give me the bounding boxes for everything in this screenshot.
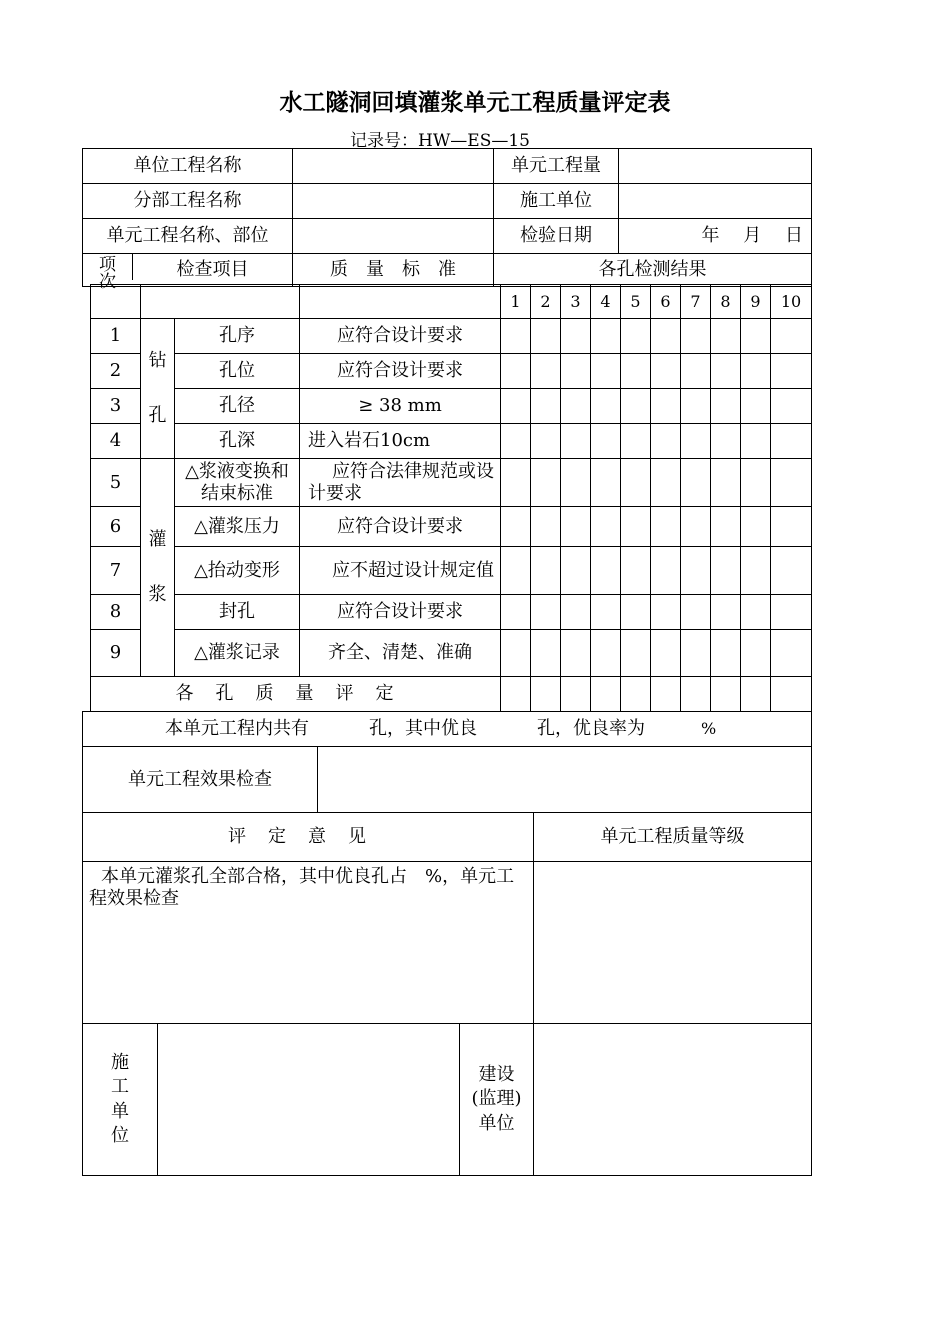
hole-number: 3 [561, 285, 591, 319]
hole-number: 6 [651, 285, 681, 319]
row-number: 1 [91, 319, 141, 354]
check-item: 孔序 [175, 319, 300, 354]
quality-standard: 应符合设计要求 [300, 595, 501, 630]
inspection-table [90, 284, 812, 712]
unit-element-name-label: 单元工程名称、部位 [83, 219, 293, 254]
hole-number: 9 [741, 285, 771, 319]
quality-standard: 应符合设计要求 [300, 507, 501, 547]
hole-number: 8 [711, 285, 741, 319]
hole-quality-row [91, 677, 812, 712]
record-number: 记录号：HW—ES—15 [350, 131, 530, 151]
construction-unit-label: 施工单位 [494, 184, 619, 219]
unit-project-name-value[interactable] [293, 149, 494, 184]
hole-number: 5 [621, 285, 651, 319]
table-row [91, 595, 812, 630]
hole-number: 10 [771, 285, 812, 319]
table-row [91, 507, 812, 547]
check-item: △抬动变形 [175, 547, 300, 595]
column-headers [83, 254, 293, 292]
row-number: 3 [91, 389, 141, 424]
effect-check-label: 单元工程效果检查 [83, 747, 318, 813]
quality-standard: 应符合设计要求 [300, 354, 501, 389]
table-row [91, 319, 812, 354]
supervision-unit-label: 建设 (监理) 单位 [460, 1024, 534, 1176]
quality-standard: 应符合设计要求 [300, 319, 501, 354]
table-row [91, 630, 812, 677]
table-row [91, 424, 812, 459]
check-item: △灌浆压力 [175, 507, 300, 547]
opinion-text[interactable]: 本单元灌浆孔全部合格，其中优良孔占 %，单元工程效果检查 [83, 862, 534, 1024]
check-item: 封孔 [175, 595, 300, 630]
construction-unit-value[interactable] [619, 184, 812, 219]
unit-element-qty-value[interactable] [619, 149, 812, 184]
hole-number: 2 [531, 285, 561, 319]
inspection-date-label: 检验日期 [494, 219, 619, 254]
col-results-label: 各孔检测结果 [494, 254, 812, 287]
opinion-label: 评定意见 [83, 813, 534, 862]
check-item: △灌浆记录 [175, 630, 300, 677]
col-check-item-label: 检查项目 [176, 259, 249, 280]
row-number: 7 [91, 547, 141, 595]
group-drilling: 钻 孔 [141, 319, 175, 459]
supervision-unit-signature[interactable] [534, 1024, 812, 1176]
table-row [91, 459, 812, 507]
table-row [91, 354, 812, 389]
grade-label: 单元工程质量等级 [534, 813, 812, 862]
table-row [91, 389, 812, 424]
row-number: 8 [91, 595, 141, 630]
quality-standard: 应不超过设计规定值 [300, 547, 501, 595]
row-number: 4 [91, 424, 141, 459]
header-table [82, 148, 812, 292]
summary-line: 本单元工程内共有 孔，其中优良 孔，优良率为 % [83, 712, 812, 747]
evaluation-table [82, 711, 812, 1176]
row-number: 5 [91, 459, 141, 507]
quality-standard: ≥ 38 mm [300, 389, 501, 424]
effect-check-value[interactable] [318, 747, 812, 813]
unit-element-name-value[interactable] [293, 219, 494, 254]
inspection-date-value[interactable]: 年 月 日 [619, 219, 812, 254]
construction-unit-signature[interactable] [158, 1024, 460, 1176]
page-title: 水工隧洞回填灌浆单元工程质量评定表 [279, 90, 671, 116]
division-project-name-label: 分部工程名称 [83, 184, 293, 219]
quality-standard: 齐全、清楚、准确 [300, 630, 501, 677]
group-grouting: 灌 浆 [141, 459, 175, 677]
table-row [91, 547, 812, 595]
construction-unit-sign-label: 施 工 单 位 [83, 1024, 158, 1176]
row-number: 2 [91, 354, 141, 389]
unit-element-qty-label: 单元工程量 [494, 149, 619, 184]
col-item-label: 项次 [83, 254, 133, 280]
division-project-name-value[interactable] [293, 184, 494, 219]
hole-number: 7 [681, 285, 711, 319]
grade-value[interactable] [534, 862, 812, 1024]
check-item: 孔径 [175, 389, 300, 424]
hole-number-row [91, 285, 812, 319]
row-number: 9 [91, 630, 141, 677]
row-number: 6 [91, 507, 141, 547]
quality-standard: 应符合法律规范或设计要求 [300, 459, 501, 507]
check-item: 孔位 [175, 354, 300, 389]
hole-quality-label: 各孔质量评定 [91, 677, 501, 712]
unit-project-name-label: 单位工程名称 [83, 149, 293, 184]
quality-standard: 进入岩石10cm [300, 424, 501, 459]
col-standard-label: 质 量 标 准 [293, 254, 494, 287]
check-item: 孔深 [175, 424, 300, 459]
check-item: △浆液变换和结束标准 [175, 459, 300, 507]
hole-number: 4 [591, 285, 621, 319]
hole-number: 1 [501, 285, 531, 319]
